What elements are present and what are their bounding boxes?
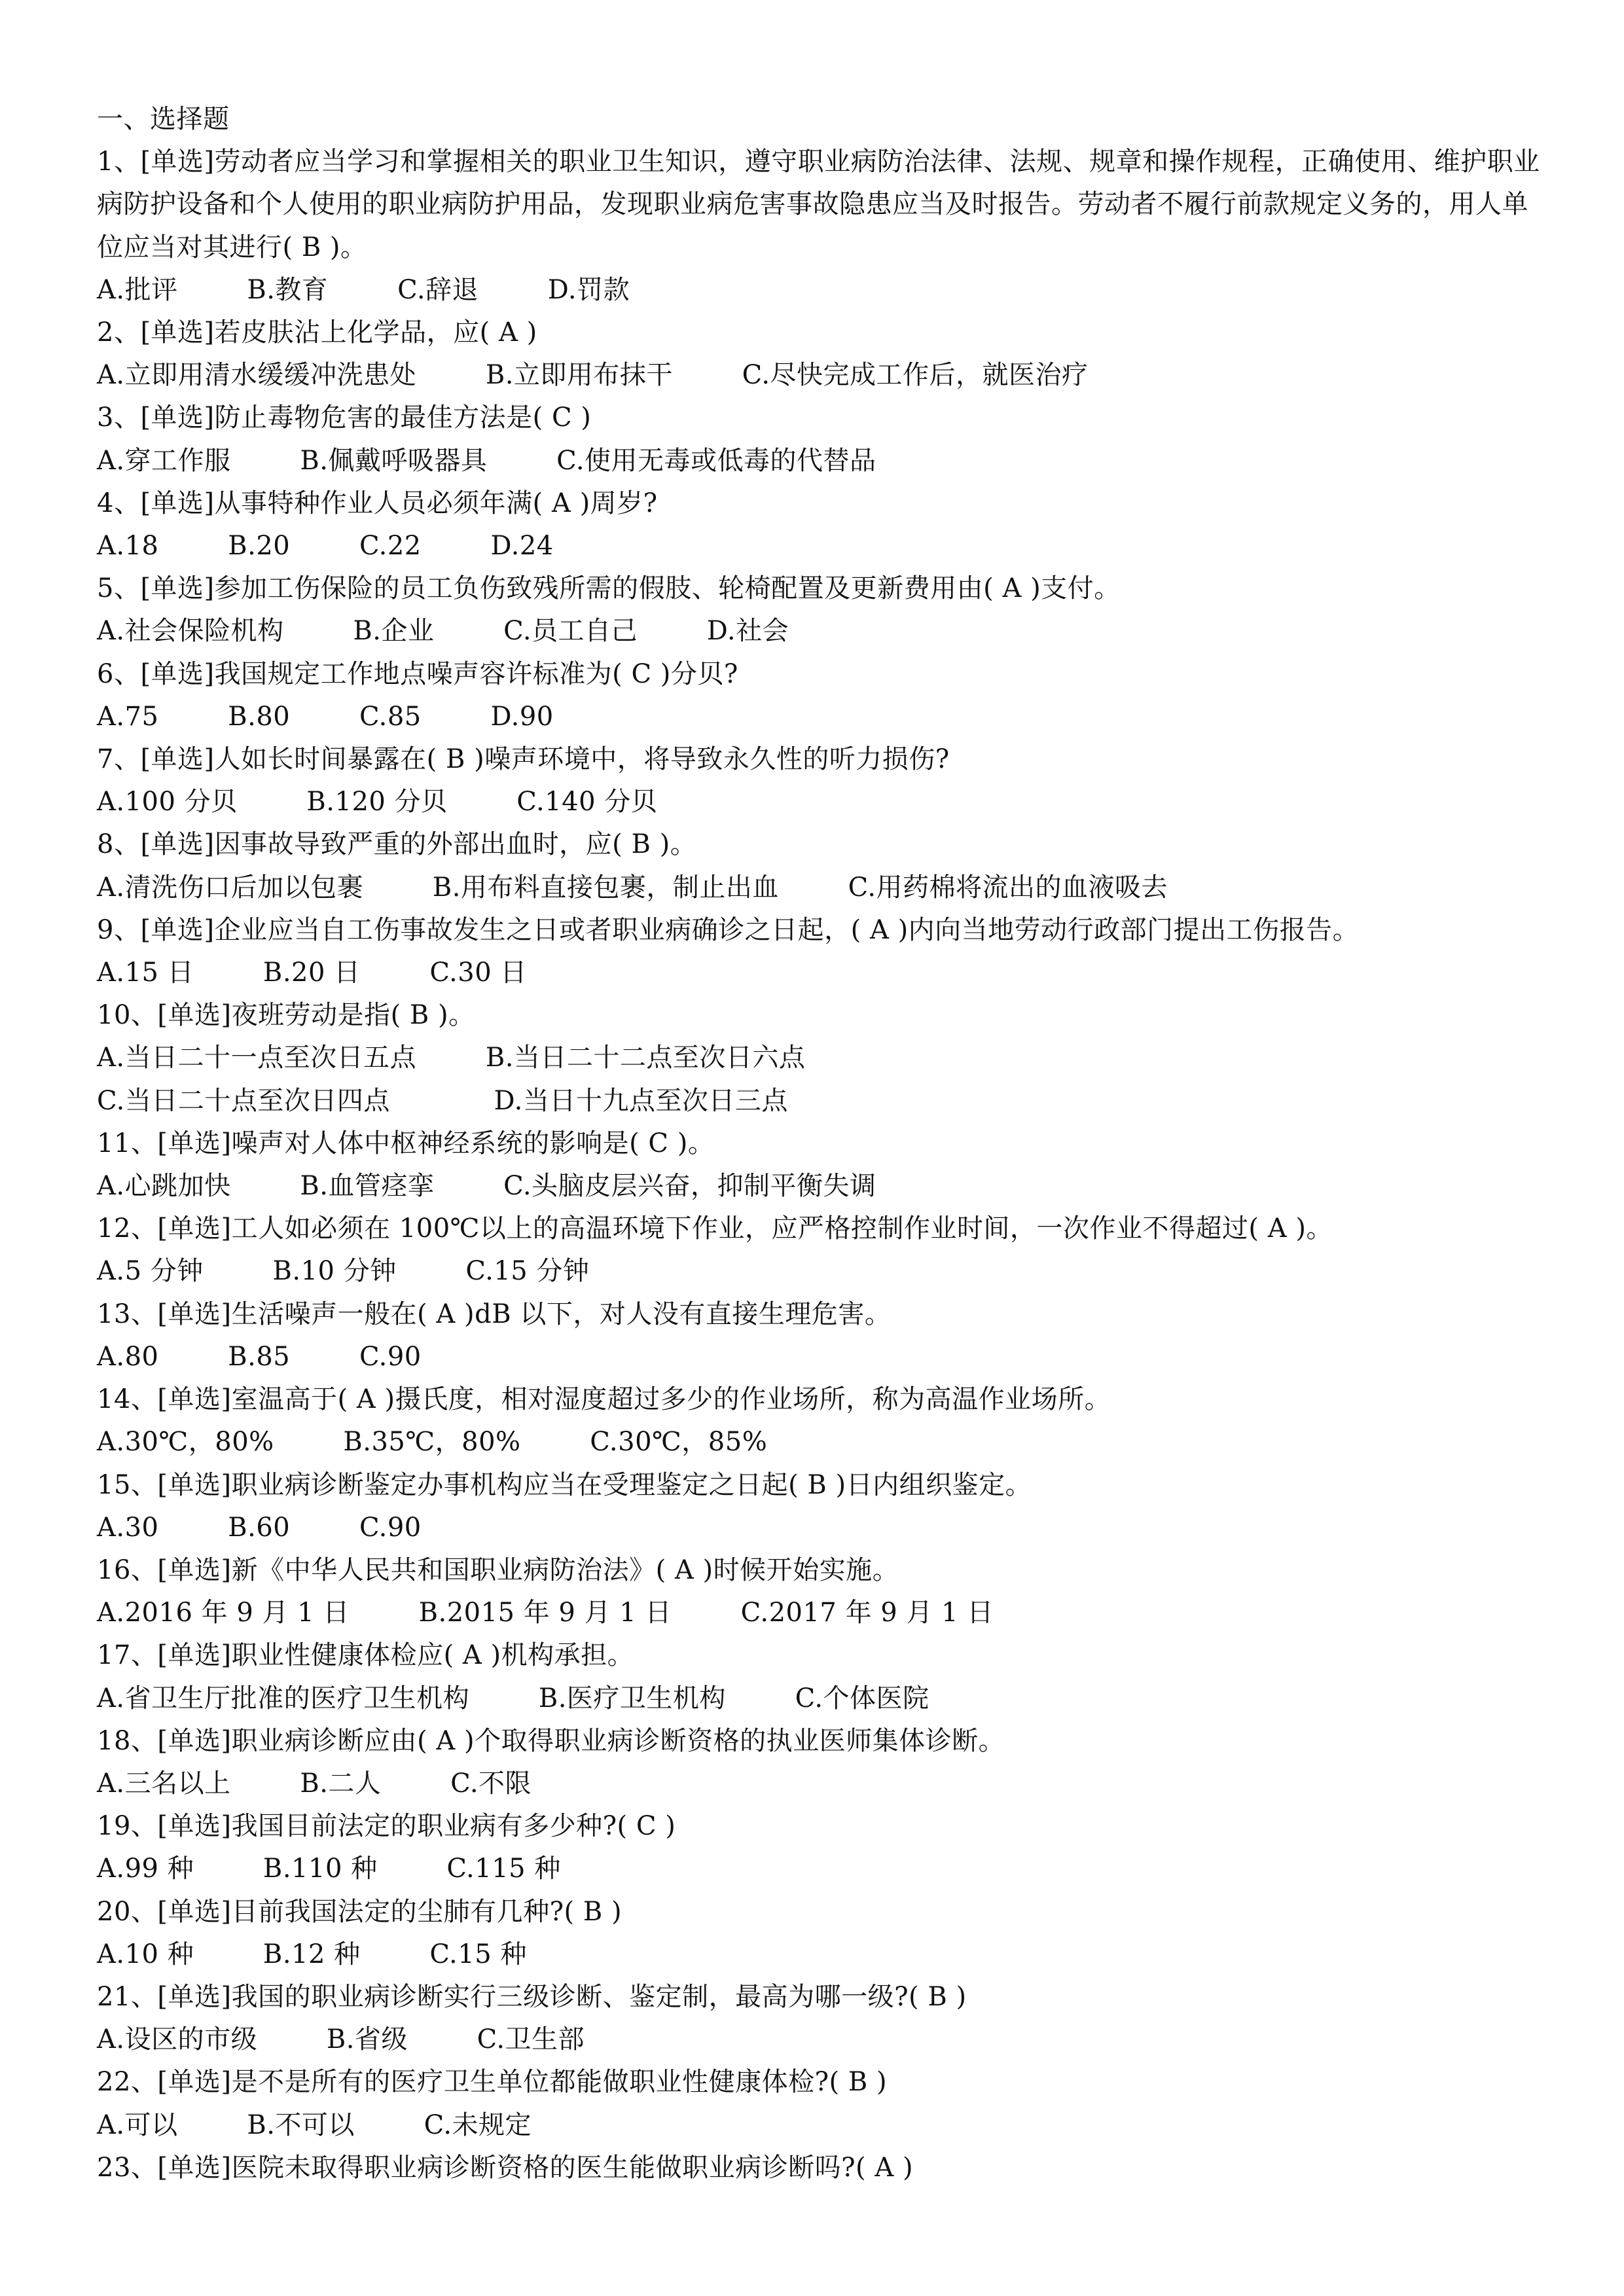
- question-2: 2、[单选]若皮肤沾上化学品，应( A ): [97, 317, 537, 348]
- options-5: A.社会保险机构 B.企业 C.员工自己 D.社会: [97, 616, 789, 647]
- document-page: [97, 98, 1540, 2189]
- options-17: A.省卫生厅批准的医疗卫生机构 B.医疗卫生机构 C.个体医院: [97, 1683, 929, 1713]
- options-15: A.30 B.60 C.90: [97, 1512, 422, 1543]
- section-title: 一、选择题: [97, 104, 230, 134]
- options-2: A.立即用清水缓缓冲洗患处 B.立即用布抹干 C.尽快完成工作后，就医治疗: [97, 360, 1089, 391]
- options-21: A.设区的市级 B.省级 C.卫生部: [97, 2024, 585, 2055]
- options-12: A.5 分钟 B.10 分钟 C.15 分钟: [97, 1256, 590, 1287]
- question-21: 21、[单选]我国的职业病诊断实行三级诊断、鉴定制，最高为哪一级?( B ): [97, 1981, 967, 2012]
- question-13: 13、[单选]生活噪声一般在( A )dB 以下，对人没有直接生理危害。: [97, 1299, 892, 1329]
- question-22: 22、[单选]是不是所有的医疗卫生单位都能做职业性健康体检?( B ): [97, 2067, 888, 2098]
- options-1: A.批评 B.教育 C.辞退 D.罚款: [97, 274, 630, 305]
- options-11: A.心跳加快 B.血管痉挛 C.头脑皮层兴奋，抑制平衡失调: [97, 1171, 876, 1202]
- options-16: A.2016 年 9 月 1 日 B.2015 年 9 月 1 日 C.2017 年 9 月 1 日: [97, 1598, 994, 1628]
- question-18: 18、[单选]职业病诊断应由( A )个取得职业病诊断资格的执业医师集体诊断。: [97, 1725, 1005, 1756]
- question-1: 1、[单选]劳动者应当学习和掌握相关的职业卫生知识，遵守职业病防治法律、法规、规章和操作规程，正确使用、维护职业病防护设备和个人使用的职业病防护用品，发现职业病危害事故隐患应当及时报告。劳动者不履行前款规定义务的，用人单位应当对其进行( B )。: [97, 147, 1540, 262]
- question-11: 11、[单选]噪声对人体中枢神经系统的影响是( C )。: [97, 1128, 715, 1158]
- options-13: A.80 B.85 C.90: [97, 1341, 422, 1372]
- options-8: A.清洗伤口后加以包裹 B.用布料直接包裹，制止出血 C.用药棉将流出的血液吸去: [97, 872, 1168, 903]
- question-10: 10、[单选]夜班劳动是指( B )。: [97, 1000, 475, 1031]
- options-10-row-2: C.当日二十点至次日四点 D.当日十九点至次日三点: [97, 1085, 788, 1116]
- question-15: 15、[单选]职业病诊断鉴定办事机构应当在受理鉴定之日起( B )日内组织鉴定。: [97, 1469, 1032, 1500]
- question-23: 23、[单选]医院未取得职业病诊断资格的医生能做职业病诊断吗?( A ): [97, 2152, 914, 2183]
- options-10-row-1: A.当日二十一点至次日五点 B.当日二十二点至次日六点: [97, 1043, 806, 1073]
- question-9: 9、[单选]企业应当自工伤事故发生之日或者职业病确诊之日起，( A )内向当地劳动行政部门提出工伤报告。: [97, 914, 1360, 945]
- question-20: 20、[单选]目前我国法定的尘肺有几种?( B ): [97, 1896, 623, 1927]
- question-17: 17、[单选]职业性健康体检应( A )机构承担。: [97, 1640, 634, 1671]
- question-19: 19、[单选]我国目前法定的职业病有多少种?( C ): [97, 1811, 676, 1842]
- options-14: A.30℃，80% B.35℃，80% C.30℃，85%: [97, 1427, 768, 1458]
- options-22: A.可以 B.不可以 C.未规定: [97, 2109, 532, 2140]
- options-3: A.穿工作服 B.佩戴呼吸器具 C.使用无毒或低毒的代替品: [97, 445, 876, 476]
- options-9: A.15 日 B.20 日 C.30 日: [97, 958, 527, 988]
- question-7: 7、[单选]人如长时间暴露在( B )噪声环境中，将导致永久性的听力损伤?: [97, 744, 950, 775]
- options-19: A.99 种 B.110 种 C.115 种: [97, 1854, 561, 1884]
- options-4: A.18 B.20 C.22 D.24: [97, 531, 554, 562]
- question-3: 3、[单选]防止毒物危害的最佳方法是( C ): [97, 403, 592, 433]
- question-6: 6、[单选]我国规定工作地点噪声容许标准为( C )分贝?: [97, 658, 738, 689]
- options-6: A.75 B.80 C.85 D.90: [97, 701, 554, 732]
- question-8: 8、[单选]因事故导致严重的外部出血时，应( B )。: [97, 829, 697, 860]
- question-14: 14、[单选]室温高于( A )摄氏度，相对湿度超过多少的作业场所，称为高温作业场所。: [97, 1384, 1111, 1415]
- options-7: A.100 分贝 B.120 分贝 C.140 分贝: [97, 787, 658, 817]
- question-12: 12、[单选]工人如必须在 100℃以上的高温环境下作业，应严格控制作业时间，一次作业不得超过( A )。: [97, 1213, 1333, 1244]
- options-20: A.10 种 B.12 种 C.15 种: [97, 1939, 527, 1969]
- question-5: 5、[单选]参加工伤保险的员工负伤致残所需的假肢、轮椅配置及更新费用由( A )支付。: [97, 573, 1121, 604]
- options-18: A.三名以上 B.二人 C.不限: [97, 1768, 532, 1799]
- question-4: 4、[单选]从事特种作业人员必须年满( A )周岁?: [97, 488, 658, 518]
- question-16: 16、[单选]新《中华人民共和国职业病防治法》( A )时候开始实施。: [97, 1554, 899, 1585]
